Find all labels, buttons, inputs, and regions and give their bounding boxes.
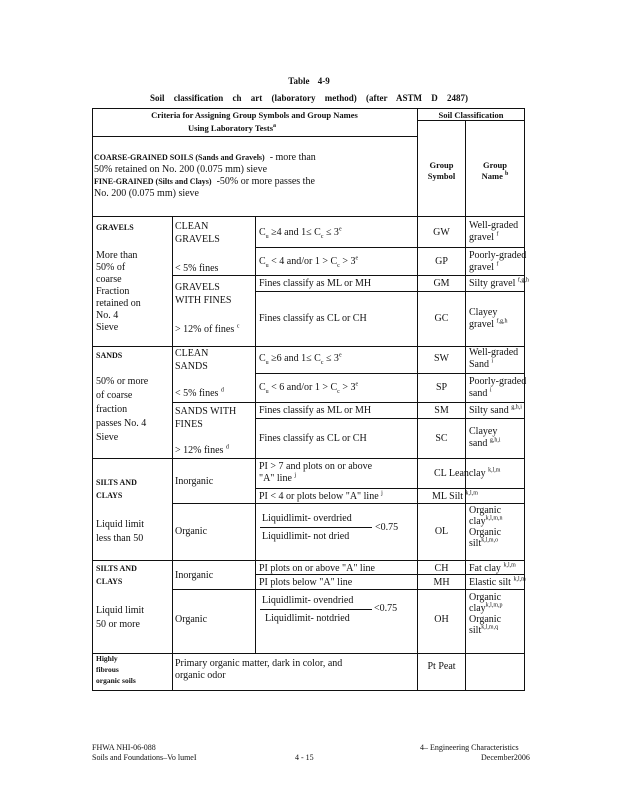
sands-title: SANDS	[96, 351, 123, 360]
oh-fraction-top: Liquidlimit- ovendried	[262, 595, 354, 606]
footer-volume: Soils and Foundations–Vo lumeI	[92, 753, 197, 762]
sp-symbol: SP	[435, 382, 448, 393]
gp-name: Poorly-graded gravel $^f$	[469, 250, 527, 273]
ml-criteria: PI < 4 or plots below "A" line $^j$	[259, 490, 383, 502]
ol-fraction-bottom: Liquidlimit- not dried	[262, 531, 350, 542]
ol-name: Organic clay$^{k,l,m,n}$ Organic silt$^{k,l,m,o}$	[469, 505, 503, 549]
sp-criteria: $C_u < 6$ and/or $1 > C_c > 3^e$	[259, 381, 359, 395]
clean-gravels-label: CLEAN GRAVELS	[175, 221, 220, 245]
gm-symbol: GM	[433, 278, 450, 289]
sw-symbol: SW	[434, 353, 449, 364]
fine-grained-label: FINE-GRAINED (Silts and Clays)	[94, 177, 212, 186]
soil-classification-header: Soil Classification	[438, 110, 504, 120]
coarse-grained-label: COARSE-GRAINED SOILS (Sands and Gravels)	[94, 153, 265, 162]
clean-sands-label: CLEAN SANDS	[175, 348, 209, 372]
sc-symbol: SC	[435, 433, 448, 444]
gm-criteria: Fines classify as ML or MH	[259, 278, 372, 289]
mh-name: Elastic silt $^{k,l,m}$	[469, 576, 526, 588]
peat-desc: Primary organic matter, dark in color, and organic odor	[175, 658, 343, 681]
inorganic-label-2: Inorganic	[175, 570, 214, 581]
group-symbol-header: Group Symbol	[427, 160, 456, 181]
silts-clays-title-2: SILTS AND CLAYS	[96, 564, 137, 586]
mh-criteria: PI plots below "A" line	[259, 577, 353, 588]
silts-clays-desc-2: Liquid limit 50 or more	[96, 605, 145, 630]
gravels-with-fines-label: GRAVELS WITH FINES	[175, 282, 232, 306]
ol-fraction-top: Liquidlimit- overdried	[262, 513, 352, 524]
sm-symbol: SM	[434, 405, 449, 416]
gw-symbol: GW	[433, 227, 450, 238]
gc-criteria: Fines classify as CL or CH	[259, 313, 367, 324]
footer-doc-id: FHWA NHI-06-088	[92, 743, 156, 752]
gp-symbol: GP	[435, 256, 448, 267]
ol-fraction-value: <0.75	[375, 522, 399, 533]
sm-name: Silty sand $^{g,h,i}$	[469, 404, 522, 416]
ml-entry: ML Silt $^{k,l,m}$	[432, 490, 478, 502]
clean-gravels-fines: < 5% fines	[175, 263, 219, 274]
sands-desc: 50% or more of coarse fraction passes No. 4 Sieve	[96, 376, 149, 443]
organic-label-2: Organic	[175, 614, 208, 625]
sw-name: Well-graded Sand $^i$	[469, 347, 519, 370]
peat-entry: Pt Peat	[427, 661, 456, 672]
criteria-header-2: Using Laboratory Tests	[187, 123, 273, 133]
oh-symbol: OH	[434, 614, 449, 625]
ch-name: Fat clay $^{k,l,m}$	[469, 562, 516, 574]
footer-page-number: 4 - 15	[295, 753, 314, 762]
cl-entry: CL Leanclay $^{k,l,m}$	[434, 467, 501, 479]
organic-label-1: Organic	[175, 526, 208, 537]
cl-criteria: PI > 7 and plots on or above "A" line $^j$	[259, 461, 373, 484]
gc-symbol: GC	[434, 313, 449, 324]
oh-fraction-bottom: Liquidlimit- notdried	[265, 613, 350, 624]
coarse-grained-desc: 50% retained on No. 200 (0.075 mm) sieve	[94, 164, 268, 175]
gc-name: Clayey gravel $^{f,g,h}$	[469, 307, 508, 330]
soil-classification-table: Criteria for Assigning Group Symbols and Group Names Using Laboratory Tests$^a$ Soil Classification Group Symbol Group Name $^b$ COARSE-GRAINED SOILS (Sands and Gravels) - more than 50% retained on No. 200 (0.075 mm) sieve FINE-GRAINED (Silts and Clays) -50% or more passes the No. 200 (0.075 mm) sieve GRAVELS More than 50% of coarse Fraction retained on No. 4 Sieve CLEAN GRAVELS < 5% fines GRAVELS WITH FINES > 12% of fines $^c$ $C_u \ge 4$ and $1\le C_c \le 3^e$ GW Well-graded gravel $^f$ $C_u < 4$ and/or $1 > C_c > 3^e$ GP Poorly-graded gravel $^f$ Fines classify as ML or MH GM Silty gravel $^{f,g,h}$ Fines classify as CL or CH GC Clayey gravel $^{f,g,h}$ SANDS 50% or more of coarse fraction passes No. 4 Sieve CLEAN SANDS < 5% fines $^d$ SANDS WITH FINES > 12% fines $^d$ $C_u \ge 6$ and $1\le C_c \le 3^e$ SW Well-graded Sand $^i$ $C_u < 6$ and/or $1 > C_c > 3^e$ SP Poorly-graded sand $^i$ Fines classify as ML or MH SM Silty sand $^{g,h,i}$ Fines classify as CL or CH SC Clayey sand $^{g,h,i}$ SILTS AND CLAYS Liquid limit less than 50 Inorganic Organic PI > 7 and plots on or above "A" line $^j$ PI < 4 or plots below "A" line $^j$ CL Leanclay $^{k,l,m}$ ML Silt $^{k,l,m}$ Liquidlimit- overdried Liquidlimit- not dried <0.75 OL Organic clay$^{k,l,m,n}$ Organic silt$^{k,l,m,o}$ SILTS AND CLAYS Liquid limit 50 or more Inorganic Organic PI plots on or above "A" line PI plots below "A" line CH Fat clay $^{k,l,m}$ MH Elastic silt $^{k,l,m}$ Liquidlimit- ovendried Liquidlimit- notdried <0.75 OH Organic clay$^{k,l,m,p}$ Organic silt$^{k,l,m,q}$ Highly fibrous organic soils Primary organic matter, dark in color, and organic odor Pt Peat	[92, 108, 525, 691]
table-number: Table 4-9	[288, 76, 330, 86]
table-title: Soil classification ch art (laboratory method) (after ASTM D 2487)	[150, 93, 469, 103]
sp-name: Poorly-graded sand $^i$	[469, 376, 527, 399]
gw-name: Well-graded gravel $^f$	[469, 220, 519, 243]
clean-sands-fines: < 5% fines	[175, 388, 219, 399]
sands-with-fines-label: SANDS WITH FINES	[175, 406, 237, 430]
sc-name: Clayey sand $^{g,h,i}$	[469, 426, 501, 449]
silts-clays-desc-1: Liquid limit less than 50	[96, 519, 145, 544]
footer-date: December2006	[481, 753, 530, 762]
sands-with-fines-pct: > 12% fines	[175, 445, 224, 456]
oh-fraction-value: <0.75	[374, 603, 398, 614]
gravels-title: GRAVELS	[96, 223, 134, 232]
silts-clays-title-1: SILTS AND CLAYS	[96, 478, 137, 500]
gp-criteria: $C_u < 4$ and/or $1 > C_c > 3^e$	[259, 255, 359, 269]
sc-criteria: Fines classify as CL or CH	[259, 433, 367, 444]
sm-criteria: Fines classify as ML or MH	[259, 405, 372, 416]
peat-title: Highly fibrous organic soils	[96, 654, 136, 685]
footer-chapter: 4– Engineering Characteristics	[420, 743, 519, 752]
mh-symbol: MH	[433, 577, 450, 588]
inorganic-label-1: Inorganic	[175, 476, 214, 487]
gw-criteria: $C_u \ge 4$ and $1\le C_c \le 3^e$	[259, 226, 342, 240]
criteria-header: Criteria for Assigning Group Symbols and Group Names	[151, 110, 358, 120]
oh-name: Organic clay$^{k,l,m,p}$ Organic silt$^{k,l,m,q}$	[469, 592, 503, 636]
gravels-with-fines-pct: > 12% of fines	[175, 324, 235, 335]
ch-criteria: PI plots on or above "A" line	[259, 563, 375, 574]
group-name-header: Group Name $^b$	[481, 160, 509, 181]
gm-name: Silty gravel $^{f,g,h}$	[469, 277, 529, 289]
fine-grained-desc: No. 200 (0.075 mm) sieve	[94, 188, 199, 199]
gravels-desc: More than 50% of coarse Fraction retained on No. 4 Sieve	[96, 250, 141, 333]
ol-symbol: OL	[434, 526, 449, 537]
sw-criteria: $C_u \ge 6$ and $1\le C_c \le 3^e$	[259, 352, 342, 366]
ch-symbol: CH	[434, 563, 449, 574]
